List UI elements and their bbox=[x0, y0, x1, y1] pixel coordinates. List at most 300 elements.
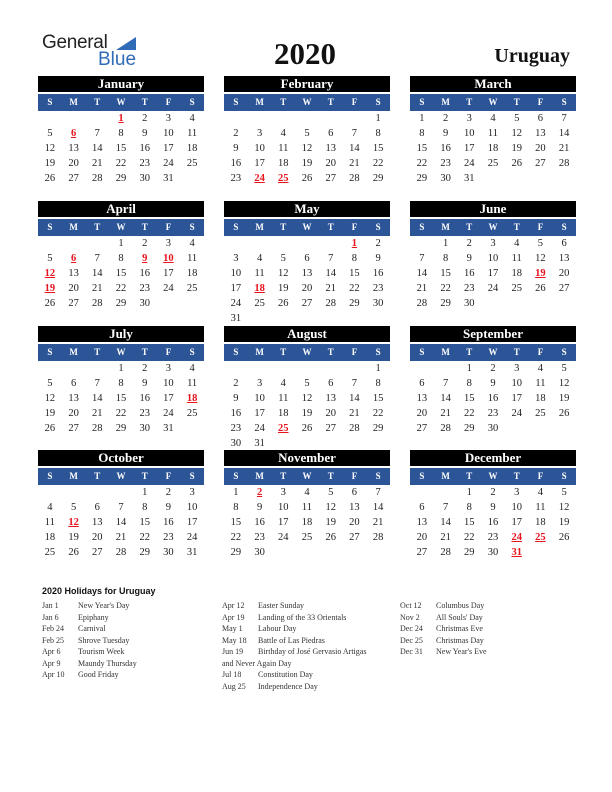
month-title: February bbox=[224, 76, 390, 92]
weekday-label: W bbox=[488, 347, 498, 357]
month-title: June bbox=[410, 201, 576, 217]
day: 6 bbox=[94, 502, 100, 513]
weekday-label: F bbox=[537, 97, 544, 107]
weekday-label: T bbox=[513, 97, 520, 107]
day: 20 bbox=[349, 517, 360, 528]
day: 1 bbox=[375, 113, 381, 124]
day: 31 bbox=[464, 173, 475, 184]
day: 23 bbox=[487, 408, 499, 419]
day: 6 bbox=[304, 253, 310, 264]
holiday-day: 1 bbox=[118, 113, 124, 124]
day: 3 bbox=[233, 253, 239, 264]
day: 5 bbox=[304, 128, 310, 139]
day: 15 bbox=[349, 268, 360, 279]
weekday-label: M bbox=[69, 97, 78, 107]
day: 13 bbox=[92, 517, 103, 528]
day: 5 bbox=[328, 487, 334, 498]
day: 18 bbox=[511, 268, 522, 279]
weekday-label: S bbox=[47, 471, 53, 481]
weekday-label: T bbox=[280, 222, 287, 232]
weekday-label: S bbox=[189, 222, 195, 232]
weekday-label: T bbox=[141, 97, 148, 107]
day: 11 bbox=[187, 378, 198, 389]
holiday-entry bbox=[222, 600, 366, 612]
day: 1 bbox=[375, 363, 381, 374]
empty-cell bbox=[248, 361, 272, 376]
holiday-entry bbox=[222, 658, 366, 670]
day: 13 bbox=[301, 268, 313, 279]
day: 17 bbox=[511, 517, 522, 528]
day: 22 bbox=[115, 283, 127, 294]
day: 12 bbox=[511, 128, 522, 139]
empty-cell bbox=[295, 236, 319, 251]
day: 23 bbox=[254, 532, 265, 543]
holiday-name: Birthday of José Gervasio Artigas bbox=[258, 647, 367, 656]
day: 22 bbox=[115, 158, 127, 169]
day: 7 bbox=[442, 502, 449, 513]
holiday-date: Jan 6 bbox=[42, 612, 59, 622]
day: 19 bbox=[558, 393, 570, 404]
weekday-label: S bbox=[47, 347, 53, 357]
holiday-entry bbox=[42, 600, 137, 612]
day: 3 bbox=[165, 113, 172, 124]
day: 29 bbox=[464, 423, 475, 434]
holiday-name: Columbus Day bbox=[436, 601, 485, 610]
day: 27 bbox=[325, 173, 336, 184]
empty-cell bbox=[85, 485, 109, 500]
day: 24 bbox=[254, 423, 265, 434]
day: 10 bbox=[163, 128, 174, 139]
day: 24 bbox=[278, 532, 289, 543]
holiday-day: 24 bbox=[511, 532, 522, 543]
empty-cell bbox=[410, 236, 434, 251]
day: 10 bbox=[230, 268, 242, 279]
day: 12 bbox=[558, 502, 570, 513]
weekday-label: F bbox=[537, 222, 544, 232]
day: 18 bbox=[186, 143, 198, 154]
day: 2 bbox=[375, 238, 381, 249]
holiday-date: Apr 12 bbox=[222, 601, 245, 610]
day: 5 bbox=[47, 128, 53, 139]
empty-cell bbox=[38, 111, 62, 126]
month-july bbox=[38, 326, 204, 436]
day: 3 bbox=[280, 487, 286, 498]
day: 16 bbox=[440, 143, 451, 154]
day: 22 bbox=[416, 158, 428, 169]
weekday-label: T bbox=[94, 347, 101, 357]
day: 29 bbox=[139, 547, 150, 558]
day: 21 bbox=[558, 143, 570, 154]
empty-cell bbox=[85, 361, 109, 376]
weekday-label: S bbox=[233, 347, 239, 357]
empty-cell bbox=[224, 111, 248, 126]
day: 19 bbox=[44, 408, 56, 419]
day: 3 bbox=[490, 238, 496, 249]
day-grid bbox=[224, 236, 390, 326]
day: 26 bbox=[44, 173, 56, 184]
day: 16 bbox=[372, 268, 384, 279]
day: 22 bbox=[372, 158, 384, 169]
weekday-label: F bbox=[351, 97, 358, 107]
day: 21 bbox=[325, 283, 336, 294]
empty-cell bbox=[271, 361, 295, 376]
holiday-name: Independence Day bbox=[258, 681, 318, 691]
empty-cell bbox=[62, 361, 86, 376]
page-title-year: 2020 bbox=[274, 36, 336, 71]
day: 6 bbox=[537, 113, 544, 124]
day: 29 bbox=[115, 423, 127, 434]
holiday-date: Feb 25 bbox=[42, 635, 64, 645]
day: 2 bbox=[233, 128, 239, 139]
day: 6 bbox=[419, 502, 425, 513]
weekday-label: W bbox=[302, 222, 312, 232]
day: 12 bbox=[301, 393, 313, 404]
day: 17 bbox=[487, 268, 499, 279]
holiday-name: New Year's Day bbox=[78, 601, 130, 610]
day: 28 bbox=[92, 173, 103, 184]
weekday-label: T bbox=[513, 347, 520, 357]
day-grid bbox=[38, 111, 204, 186]
day: 20 bbox=[416, 408, 428, 419]
empty-cell bbox=[343, 361, 367, 376]
weekday-label: S bbox=[419, 222, 425, 232]
day: 1 bbox=[419, 113, 425, 124]
holiday-date: Dec 25 bbox=[400, 635, 423, 645]
day: 22 bbox=[440, 283, 451, 294]
day: 18 bbox=[186, 268, 198, 279]
day: 17 bbox=[511, 393, 522, 404]
day: 14 bbox=[325, 268, 336, 279]
day: 27 bbox=[416, 423, 428, 434]
day: 23 bbox=[464, 283, 475, 294]
day: 4 bbox=[304, 487, 310, 498]
day: 27 bbox=[92, 547, 103, 558]
weekday-label: S bbox=[375, 222, 381, 232]
day: 9 bbox=[256, 502, 263, 513]
day: 14 bbox=[372, 502, 384, 513]
day: 17 bbox=[163, 143, 174, 154]
day: 11 bbox=[278, 143, 289, 154]
day: 11 bbox=[44, 517, 55, 528]
country-name: Uruguay bbox=[494, 45, 570, 67]
day: 5 bbox=[47, 253, 53, 264]
day: 6 bbox=[419, 378, 425, 389]
weekday-label: T bbox=[513, 222, 520, 232]
empty-cell bbox=[410, 485, 434, 500]
day: 2 bbox=[490, 487, 496, 498]
holidays-column bbox=[400, 600, 487, 658]
day: 9 bbox=[442, 128, 449, 139]
day: 25 bbox=[301, 532, 313, 543]
day: 28 bbox=[349, 173, 360, 184]
day: 18 bbox=[278, 158, 289, 169]
holiday-name: Easter Sunday bbox=[258, 601, 304, 610]
weekday-label: S bbox=[561, 222, 567, 232]
day: 8 bbox=[118, 128, 124, 139]
holiday-date: Jul 18 bbox=[222, 670, 242, 679]
day: 10 bbox=[511, 378, 522, 389]
day: 15 bbox=[115, 393, 127, 404]
day-grid bbox=[410, 361, 576, 436]
day: 16 bbox=[487, 517, 499, 528]
day: 29 bbox=[372, 423, 384, 434]
holiday-entry bbox=[42, 658, 137, 670]
day: 31 bbox=[163, 173, 174, 184]
day: 19 bbox=[68, 532, 79, 543]
weekday-label: S bbox=[189, 97, 195, 107]
empty-cell bbox=[319, 361, 343, 376]
day: 4 bbox=[280, 378, 286, 389]
weekday-label: F bbox=[351, 347, 358, 357]
weekday-label: T bbox=[327, 222, 334, 232]
day: 3 bbox=[165, 363, 172, 374]
day: 26 bbox=[68, 547, 79, 558]
day: 5 bbox=[561, 487, 567, 498]
month-march bbox=[410, 76, 576, 186]
day: 12 bbox=[44, 393, 56, 404]
holiday-name: Battle of Las Piedras bbox=[258, 635, 325, 645]
day: 5 bbox=[47, 378, 53, 389]
day: 20 bbox=[558, 268, 570, 279]
day: 29 bbox=[416, 173, 428, 184]
day-grid bbox=[224, 361, 390, 451]
holiday-entry bbox=[400, 646, 487, 658]
day: 26 bbox=[301, 173, 313, 184]
day: 24 bbox=[230, 298, 242, 309]
day: 29 bbox=[372, 173, 384, 184]
day: 26 bbox=[278, 298, 289, 309]
empty-cell bbox=[224, 236, 248, 251]
day: 17 bbox=[278, 517, 289, 528]
weekday-header bbox=[224, 344, 390, 361]
day: 9 bbox=[142, 378, 148, 389]
day: 17 bbox=[254, 158, 265, 169]
weekday-label: M bbox=[255, 97, 264, 107]
day: 13 bbox=[68, 143, 79, 154]
empty-cell bbox=[38, 236, 62, 251]
empty-cell bbox=[271, 236, 295, 251]
holiday-date: Apr 19 bbox=[222, 612, 245, 622]
holiday-day: 18 bbox=[254, 283, 265, 294]
weekday-header bbox=[224, 468, 390, 485]
weekday-header bbox=[224, 219, 390, 236]
day: 2 bbox=[142, 238, 148, 249]
day: 21 bbox=[92, 283, 103, 294]
day: 15 bbox=[440, 268, 451, 279]
day: 3 bbox=[514, 487, 520, 498]
day: 8 bbox=[375, 128, 381, 139]
holiday-name: Good Friday bbox=[78, 670, 119, 679]
day: 27 bbox=[325, 423, 336, 434]
day: 21 bbox=[372, 517, 384, 528]
month-title: January bbox=[38, 76, 204, 92]
day-grid bbox=[224, 111, 390, 186]
day: 27 bbox=[68, 173, 79, 184]
weekday-header bbox=[410, 219, 576, 236]
day: 2 bbox=[233, 378, 239, 389]
day: 24 bbox=[511, 408, 522, 419]
day: 27 bbox=[301, 298, 313, 309]
day: 7 bbox=[351, 378, 358, 389]
day: 17 bbox=[254, 408, 265, 419]
holiday-date: Apr 9 bbox=[42, 658, 61, 668]
day: 30 bbox=[487, 423, 499, 434]
weekday-label: M bbox=[255, 222, 264, 232]
day: 10 bbox=[487, 253, 499, 264]
weekday-header bbox=[38, 219, 204, 236]
day: 11 bbox=[535, 378, 546, 389]
day: 20 bbox=[535, 143, 546, 154]
holiday-date: Dec 31 bbox=[400, 647, 423, 656]
holiday-entry bbox=[400, 635, 487, 647]
day: 23 bbox=[372, 283, 384, 294]
day: 9 bbox=[142, 128, 148, 139]
logo-text-general: General bbox=[42, 32, 108, 53]
day: 23 bbox=[139, 283, 150, 294]
weekday-label: M bbox=[255, 471, 264, 481]
day: 26 bbox=[535, 283, 546, 294]
day-grid bbox=[38, 361, 204, 436]
day: 14 bbox=[416, 268, 428, 279]
empty-cell bbox=[434, 485, 458, 500]
day: 11 bbox=[301, 502, 313, 513]
day: 7 bbox=[94, 378, 100, 389]
day: 4 bbox=[189, 363, 195, 374]
holiday-name: Maundy Thursday bbox=[78, 658, 137, 668]
day: 1 bbox=[118, 238, 124, 249]
weekday-label: T bbox=[513, 471, 520, 481]
weekday-label: W bbox=[488, 471, 498, 481]
day: 21 bbox=[115, 532, 127, 543]
day: 17 bbox=[464, 143, 475, 154]
day: 24 bbox=[464, 158, 475, 169]
day: 11 bbox=[254, 268, 265, 279]
holiday-date: Apr 10 bbox=[42, 670, 65, 679]
holiday-day: 12 bbox=[68, 517, 79, 528]
holiday-day: 25 bbox=[278, 173, 289, 184]
holiday-entry bbox=[42, 669, 137, 681]
day: 14 bbox=[440, 393, 451, 404]
day: 7 bbox=[94, 253, 100, 264]
day: 26 bbox=[301, 423, 313, 434]
day: 29 bbox=[349, 298, 360, 309]
day: 17 bbox=[186, 517, 198, 528]
day: 8 bbox=[466, 378, 472, 389]
day: 15 bbox=[372, 143, 384, 154]
day: 6 bbox=[328, 128, 334, 139]
holiday-date: Apr 6 bbox=[42, 647, 61, 656]
day: 12 bbox=[325, 502, 336, 513]
day: 27 bbox=[68, 423, 79, 434]
holidays-column bbox=[42, 600, 137, 681]
holiday-date: Oct 12 bbox=[400, 601, 422, 610]
weekday-label: T bbox=[466, 347, 473, 357]
day: 15 bbox=[115, 268, 127, 279]
day: 13 bbox=[558, 253, 570, 264]
day: 30 bbox=[139, 423, 150, 434]
day: 30 bbox=[230, 438, 242, 449]
day: 4 bbox=[537, 363, 544, 374]
day: 28 bbox=[115, 547, 127, 558]
day: 24 bbox=[163, 158, 174, 169]
day: 28 bbox=[440, 423, 451, 434]
day: 18 bbox=[44, 532, 56, 543]
day: 21 bbox=[349, 158, 360, 169]
day-grid bbox=[38, 485, 204, 560]
empty-cell bbox=[62, 236, 86, 251]
weekday-label: S bbox=[189, 471, 195, 481]
day: 7 bbox=[94, 128, 100, 139]
day: 30 bbox=[464, 298, 475, 309]
holiday-name: Tourism Week bbox=[78, 647, 125, 656]
day: 26 bbox=[325, 532, 336, 543]
weekday-label: T bbox=[141, 222, 148, 232]
empty-cell bbox=[271, 111, 295, 126]
weekday-label: S bbox=[419, 471, 425, 481]
day: 3 bbox=[165, 238, 172, 249]
day: 28 bbox=[349, 423, 360, 434]
day: 18 bbox=[487, 143, 499, 154]
day: 11 bbox=[278, 393, 289, 404]
weekday-header bbox=[410, 468, 576, 485]
day: 13 bbox=[68, 393, 79, 404]
holiday-name: Shrove Tuesday bbox=[78, 635, 130, 645]
holiday-name: and Never Again Day bbox=[222, 658, 292, 668]
day: 18 bbox=[278, 408, 289, 419]
day: 30 bbox=[440, 173, 451, 184]
day: 22 bbox=[464, 532, 475, 543]
day: 22 bbox=[230, 532, 242, 543]
weekday-header bbox=[410, 344, 576, 361]
holiday-entry bbox=[222, 623, 366, 635]
day: 24 bbox=[186, 532, 198, 543]
weekday-label: W bbox=[116, 97, 126, 107]
weekday-label: F bbox=[351, 471, 358, 481]
day: 29 bbox=[115, 173, 127, 184]
weekday-label: W bbox=[488, 97, 498, 107]
day: 13 bbox=[416, 393, 428, 404]
weekday-label: T bbox=[466, 222, 473, 232]
empty-cell bbox=[295, 111, 319, 126]
day: 24 bbox=[163, 283, 174, 294]
holiday-name: Constitution Day bbox=[258, 670, 313, 679]
holiday-date: Nov 2 bbox=[400, 612, 420, 622]
holiday-entry bbox=[400, 612, 487, 624]
day: 17 bbox=[163, 393, 174, 404]
weekday-label: M bbox=[255, 347, 264, 357]
weekday-label: T bbox=[94, 222, 101, 232]
day: 19 bbox=[301, 158, 313, 169]
day: 8 bbox=[375, 378, 381, 389]
empty-cell bbox=[85, 111, 109, 126]
holiday-entry bbox=[400, 623, 487, 635]
month-june bbox=[410, 201, 576, 311]
holiday-day: 25 bbox=[278, 423, 289, 434]
holiday-name: Christmas Day bbox=[436, 635, 484, 645]
holiday-day: 19 bbox=[44, 283, 56, 294]
weekday-label: T bbox=[466, 97, 473, 107]
holiday-day: 31 bbox=[511, 547, 522, 558]
day: 19 bbox=[301, 408, 313, 419]
weekday-label: S bbox=[47, 222, 53, 232]
weekday-label: W bbox=[302, 97, 312, 107]
day: 17 bbox=[163, 268, 174, 279]
weekday-label: W bbox=[488, 222, 498, 232]
day: 14 bbox=[92, 143, 103, 154]
day: 15 bbox=[464, 393, 475, 404]
holiday-day: 9 bbox=[142, 253, 148, 264]
weekday-label: T bbox=[327, 347, 334, 357]
